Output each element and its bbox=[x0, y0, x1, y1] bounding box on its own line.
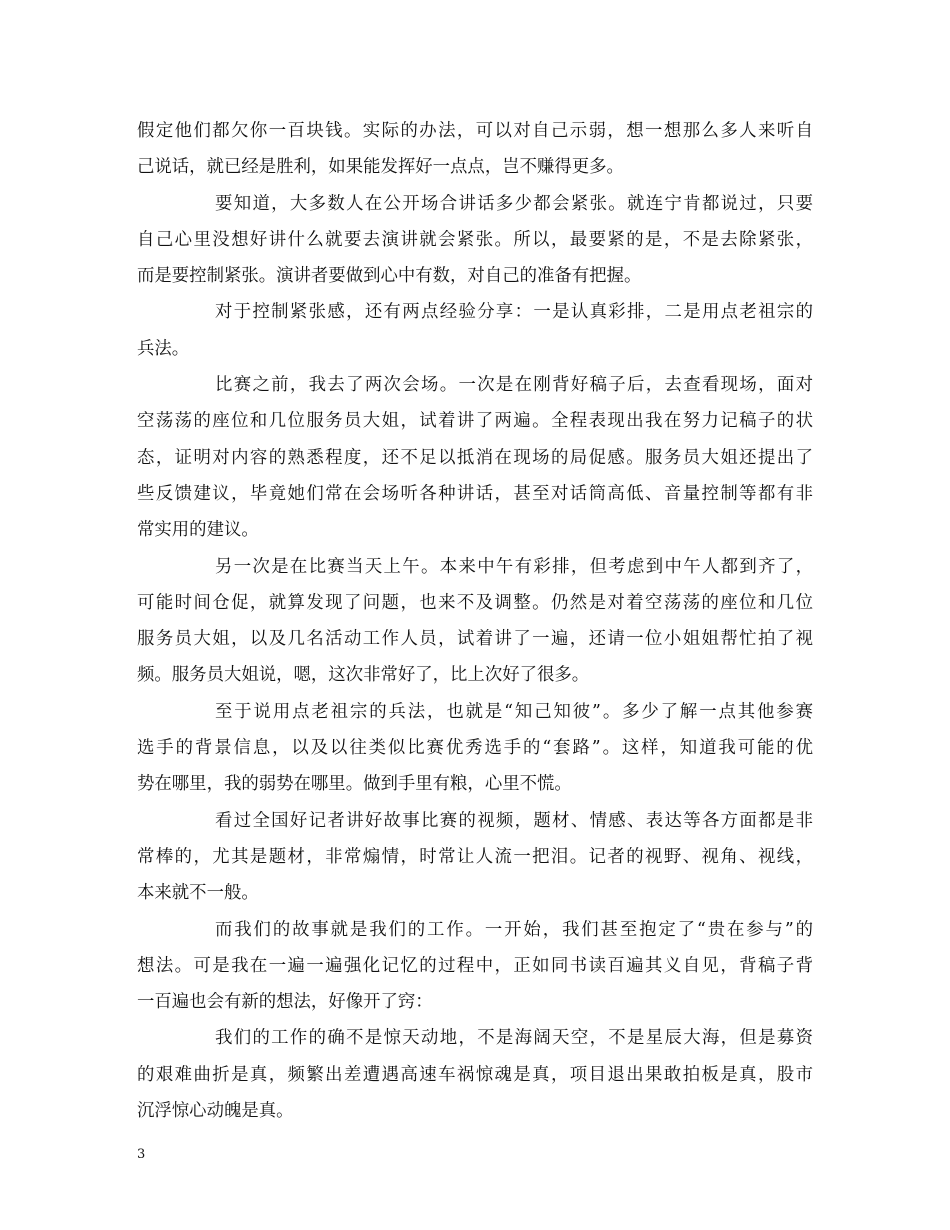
text-line: 要知道，大多数人在公开场合讲话多少都会紧张。就连宁肯都说过，只要 bbox=[215, 193, 813, 214]
text-line: 兵法。 bbox=[137, 338, 190, 359]
text-line: 势在哪里，我的弱势在哪里。做到手里有粮，心里不慌。 bbox=[137, 774, 572, 795]
text-line: 至于说用点老祖宗的兵法，也就是“知己知彼”。多少了解一点其他参赛 bbox=[215, 701, 813, 722]
text-line: 的艰难曲折是真，频繁出差遭遇高速车祸惊魂是真，项目退出果敢拍板是真，股市 bbox=[137, 1064, 813, 1085]
text-line: 一百遍也会有新的想法，好像开了窍： bbox=[137, 992, 433, 1013]
text-line: 假定他们都欠你一百块钱。实际的办法，可以对自己示弱，想一想那么多人来听自 bbox=[137, 121, 813, 141]
text-line: 服务员大姐，以及几名活动工作人员，试着讲了一遍，还请一位小姐姐帮忙拍了视 bbox=[137, 629, 813, 650]
text-line: 沉浮惊心动魄是真。 bbox=[137, 1101, 294, 1122]
text-line: 我们的工作的确不是惊天动地，不是海阔天空，不是星辰大海，但是募资 bbox=[215, 1028, 813, 1049]
text-line: 些反馈建议，毕竟她们常在会场听各种讲话，甚至对话筒高低、音量控制等都有非 bbox=[137, 483, 813, 504]
text-line: 对于控制紧张感，还有两点经验分享：一是认真彩排，二是用点老祖宗的 bbox=[215, 302, 813, 323]
text-line: 比赛之前，我去了两次会场。一次是在刚背好稿子后，去查看现场，面对 bbox=[215, 375, 813, 396]
text-line: 频。服务员大姐说，嗯，这次非常好了，比上次好了很多。 bbox=[137, 665, 590, 686]
text-line: 而是要控制紧张。演讲者要做到心中有数，对自己的准备有把握。 bbox=[137, 266, 642, 287]
text-line: 空荡荡的座位和几位服务员大姐，试着讲了两遍。全程表现出我在努力记稿子的状 bbox=[137, 411, 813, 432]
text-line: 常棒的，尤其是题材，非常煽情，时常让人流一把泪。记者的视野、视角、视线， bbox=[137, 846, 813, 867]
text-line: 态，证明对内容的熟悉程度，还不足以抵消在现场的局促感。服务员大姐还提出了 bbox=[137, 447, 813, 468]
page-number: 3 bbox=[137, 1147, 146, 1162]
text-line: 看过全国好记者讲好故事比赛的视频，题材、情感、表达等各方面都是非 bbox=[215, 810, 813, 831]
text-line: 而我们的故事就是我们的工作。一开始，我们甚至抱定了“贵在参与”的 bbox=[215, 919, 813, 940]
text-line: 可能时间仓促，就算发现了问题，也来不及调整。仍然是对着空荡荡的座位和几位 bbox=[137, 592, 813, 613]
text-line: 另一次是在比赛当天上午。本来中午有彩排，但考虑到中午人都到齐了， bbox=[215, 556, 813, 577]
text-line: 本来就不一般。 bbox=[137, 883, 259, 904]
text-line: 选手的背景信息，以及以往类似比赛优秀选手的“套路”。这样，知道我可能的优 bbox=[137, 738, 813, 759]
text-line: 自己心里没想好讲什么就要去演讲就会紧张。所以，最要紧的是，不是去除紧张， bbox=[137, 229, 813, 250]
body-text bbox=[137, 113, 813, 1129]
text-line: 想法。可是我在一遍一遍强化记忆的过程中，正如同书读百遍其义自见，背稿子背 bbox=[137, 955, 813, 976]
text-line: 己说话，就已经是胜利，如果能发挥好一点点，岂不赚得更多。 bbox=[137, 157, 624, 178]
text-line: 常实用的建议。 bbox=[137, 520, 259, 541]
